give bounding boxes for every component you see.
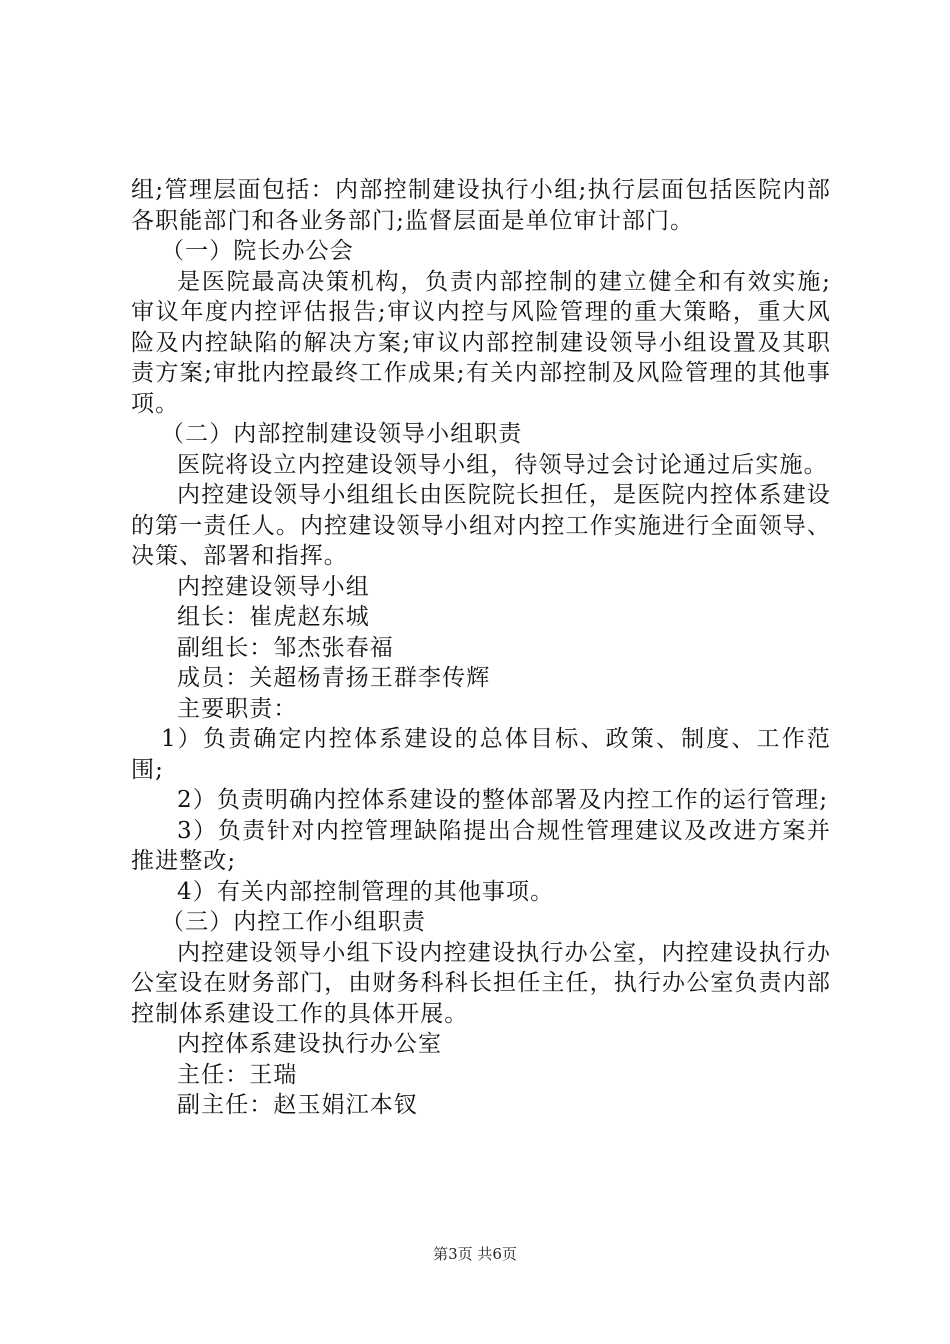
document-body <box>131 175 831 1121</box>
member-line: 副主任：赵玉娟江本钗 <box>177 1092 418 1118</box>
group-title: 内控建设领导小组 <box>177 573 370 600</box>
duty-item: 1）负责确定内控体系建设的总体目标、政策、制度、工作范围; <box>131 726 831 783</box>
paragraph-continuation: 组;管理层面包括：内部控制建设执行小组;执行层面包括医院内部各职能部门和各业务部门;监督层面是单位审计部门。 <box>131 177 831 234</box>
member-line: 主任：王瑞 <box>177 1061 298 1088</box>
paragraph: 是医院最高决策机构，负责内部控制的建立健全和有效实施;审议年度内控评估报告;审议内控与风险管理的重大策略，重大风险及内控缺陷的解决方案;审议内部控制建设领导小组设置及其职责方案;审批内控最终工作成果;有关内部控制及风险管理的其他事项。 <box>131 268 831 417</box>
paragraph: 内控建设领导小组下设内控建设执行办公室，内控建设执行办公室设在财务部门，由财务科科长担任主任，执行办公室负责内部控制体系建设工作的具体开展。 <box>131 939 831 1027</box>
section-heading-3: （三）内控工作小组职责 <box>161 909 427 935</box>
page-number-footer: 第3页 共6页 <box>433 1245 517 1263</box>
section-heading-2: （二）内部控制建设领导小组职责 <box>161 421 523 447</box>
member-line: 成员：关超杨青扬王群李传辉 <box>177 665 491 691</box>
section-heading-1: （一）院长办公会 <box>161 238 354 264</box>
duty-item: 4）有关内部控制管理的其他事项。 <box>177 878 555 905</box>
group-title: 内控体系建设执行办公室 <box>177 1031 443 1057</box>
duties-heading: 主要职责： <box>177 695 298 722</box>
paragraph: 医院将设立内控建设领导小组，待领导过会讨论通过后实施。 <box>177 451 828 478</box>
member-line: 副组长：邹杰张春福 <box>177 634 394 661</box>
paragraph: 内控建设领导小组组长由医院院长担任，是医院内控体系建设的第一责任人。内控建设领导小组对内控工作实施进行全面领导、决策、部署和指挥。 <box>131 482 831 569</box>
duty-item: 3）负责针对内控管理缺陷提出合规性管理建议及改进方案并推进整改; <box>131 817 831 874</box>
duty-item: 2）负责明确内控体系建设的整体部署及内控工作的运行管理; <box>177 787 829 813</box>
member-line: 组长：崔虎赵东城 <box>177 604 370 630</box>
